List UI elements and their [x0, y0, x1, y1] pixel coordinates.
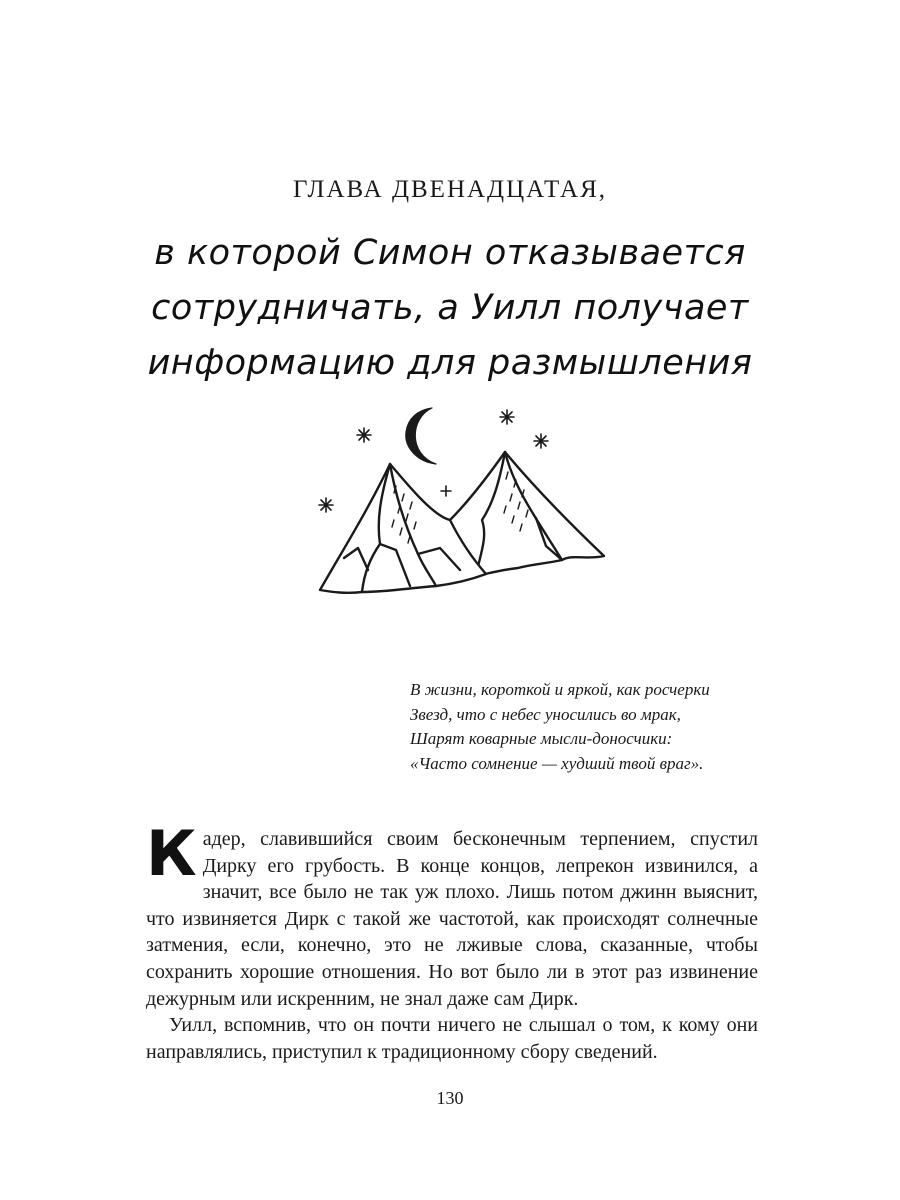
- mountains-moon-stars-icon: [300, 398, 620, 608]
- epigraph-line: Шарят коварные мысли-доносчики:: [410, 729, 673, 748]
- epigraph-line: В жизни, короткой и яркой, как росчерки: [410, 680, 710, 699]
- paragraph-text: адер, славившийся своим бесконечным терпением, спустил Дирку его грубость. В конце концов, лепрекон извинился, а значит, все было не так уж плохо. Лишь потом джинн выяснит, что извиняется Дирк с такой же частотой, как происходят солнечные затмения, если, конечно, это не лживые слова, сказанные, чтобы сохранить хорошие отношения. Но вот было ли в этот раз извинение дежурным или искренним, не знал даже сам Дирк.: [146, 828, 758, 1010]
- chapter-title: [120, 226, 780, 391]
- chapter-title-line: сотрудничать, а Уилл получает: [151, 288, 749, 328]
- drop-cap: К: [146, 817, 197, 890]
- chapter-label: ГЛАВА ДВЕНАДЦАТАЯ,: [292, 176, 608, 203]
- chapter-title-line: в которой Симон отказывается: [154, 233, 746, 273]
- page-number: 130: [436, 1088, 464, 1108]
- paragraph: [146, 817, 758, 1012]
- epigraph-line: Звезд, что с небес уносились во мрак,: [410, 704, 681, 724]
- paragraph: Уилл, вспомнив, что он почти ничего не слышал о том, к кому они направлялись, приступил к традиционному сбору сведений.: [146, 1014, 758, 1063]
- chapter-title-line: информацию для размышления: [147, 343, 753, 383]
- epigraph: [410, 678, 810, 776]
- epigraph-line: «Часто сомнение — худший твой враг».: [410, 753, 704, 773]
- moon-icon: [406, 408, 436, 464]
- body-text: [146, 817, 758, 1065]
